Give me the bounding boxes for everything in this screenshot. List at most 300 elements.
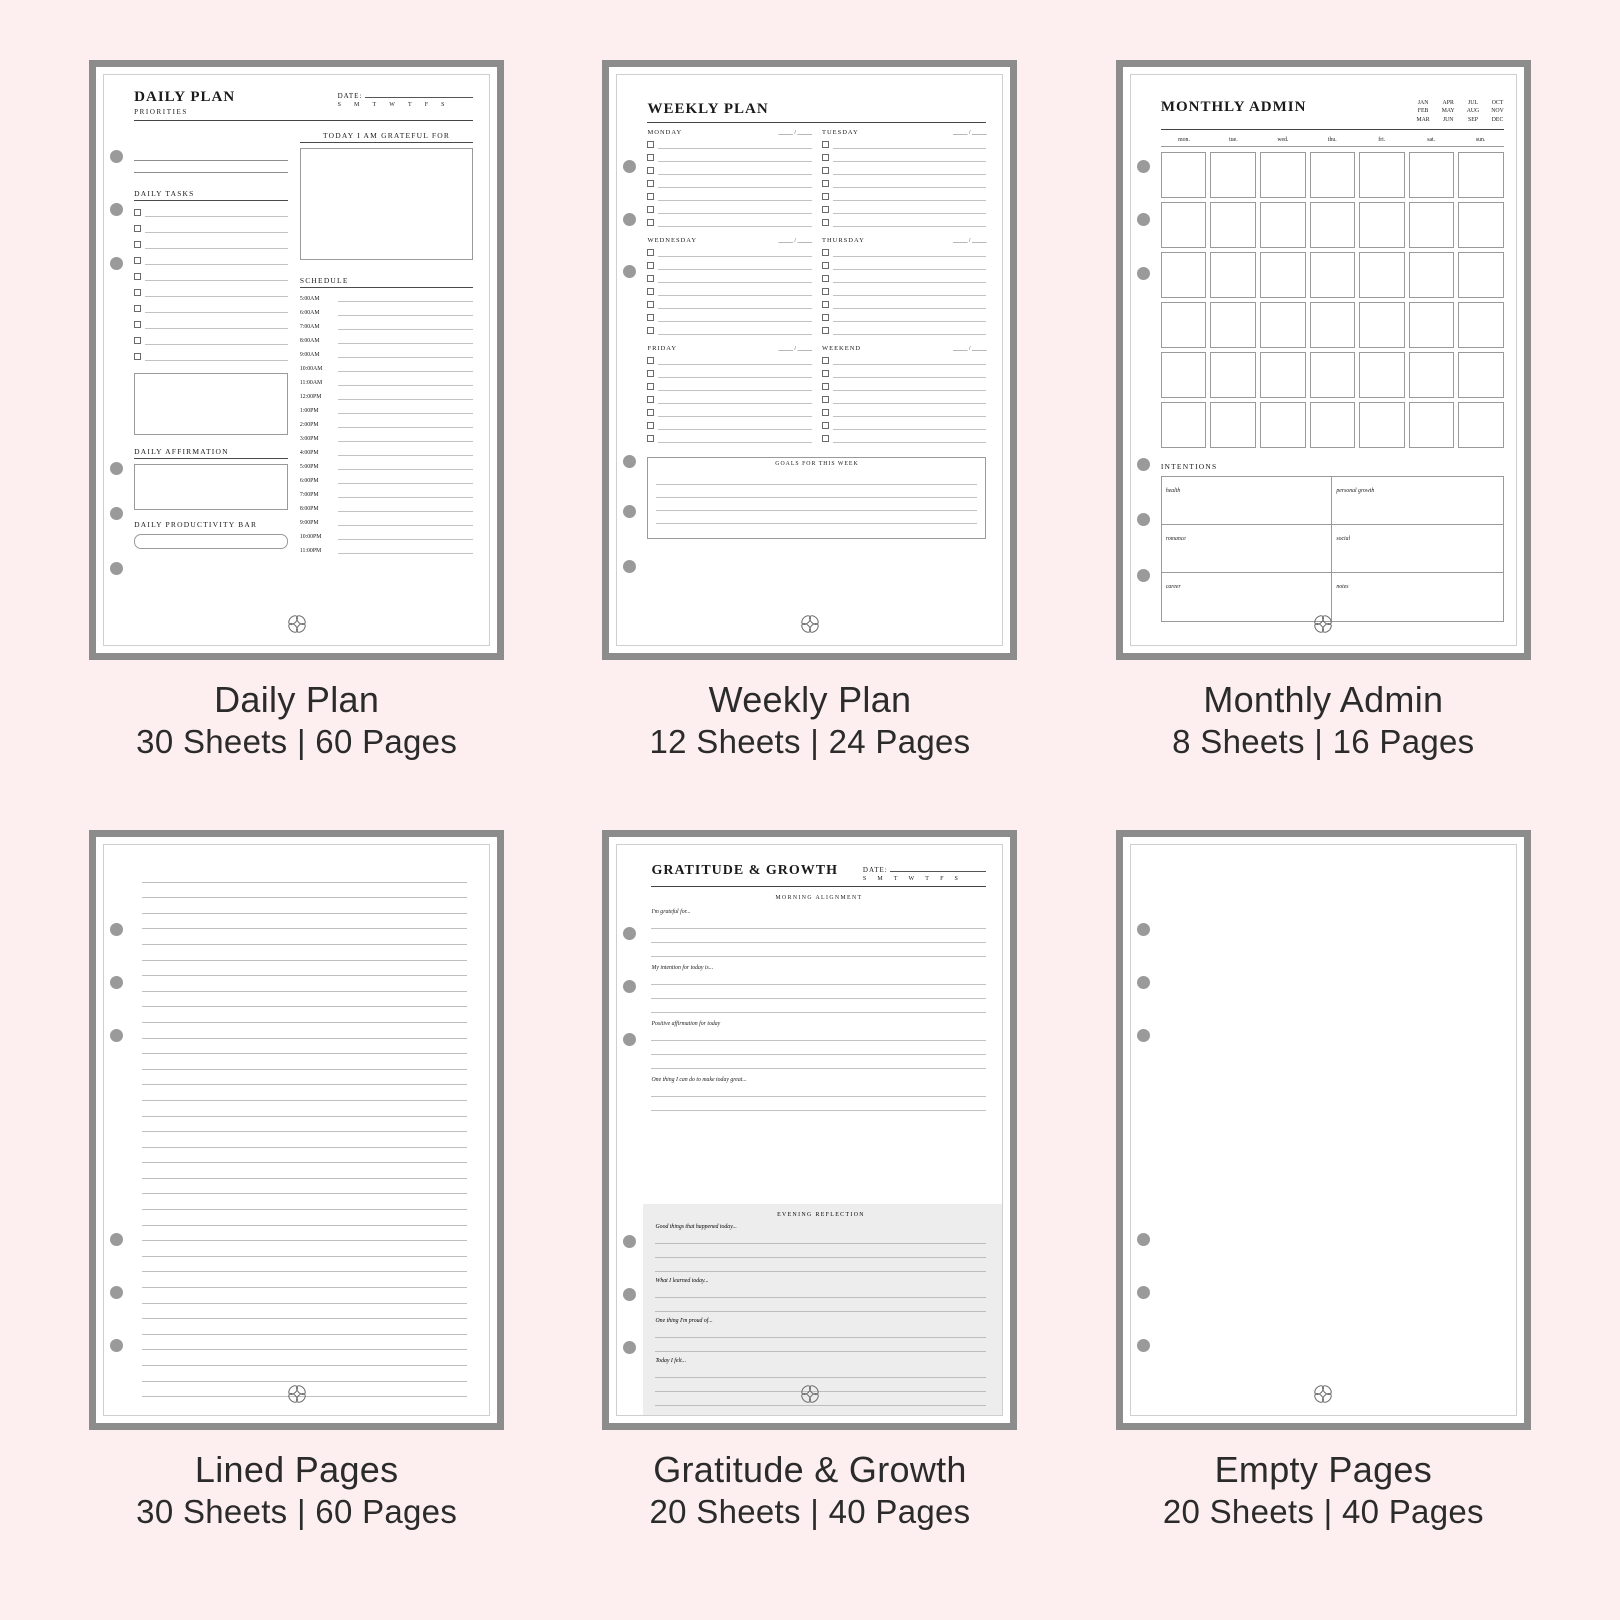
schedule-line[interactable] — [338, 529, 473, 540]
lined-row[interactable] — [142, 1257, 467, 1273]
task-line[interactable] — [658, 421, 812, 430]
weekday[interactable]: M — [354, 102, 361, 108]
task-line[interactable] — [833, 313, 987, 322]
write-line[interactable] — [655, 1298, 986, 1312]
checkbox[interactable] — [134, 273, 141, 280]
calendar-day-cell[interactable] — [1260, 352, 1306, 398]
schedule-line[interactable] — [338, 515, 473, 526]
month-option[interactable]: FEB — [1417, 108, 1429, 115]
write-line[interactable] — [651, 1055, 986, 1069]
evening-reflection-panel[interactable] — [643, 1204, 1002, 1415]
calendar-day-cell[interactable] — [1458, 252, 1504, 298]
morning-prompt-block[interactable] — [651, 965, 986, 1013]
month-option[interactable]: DEC — [1491, 116, 1504, 123]
checkbox[interactable] — [647, 180, 654, 187]
evening-prompt-block[interactable] — [655, 1318, 986, 1352]
intention-cell-notes[interactable] — [1332, 573, 1503, 621]
checkbox[interactable] — [647, 193, 654, 200]
task-line[interactable] — [833, 179, 987, 188]
date-input-line[interactable] — [890, 863, 986, 872]
write-line[interactable] — [651, 915, 986, 929]
lined-row[interactable] — [142, 976, 467, 992]
calendar-day-cell[interactable] — [1310, 402, 1356, 448]
checkbox[interactable] — [822, 383, 829, 390]
sheet-preview-daily-plan[interactable] — [89, 60, 504, 660]
checkbox[interactable] — [647, 206, 654, 213]
task-line[interactable] — [658, 205, 812, 214]
morning-prompt-block[interactable] — [651, 909, 986, 957]
morning-prompt-block[interactable] — [651, 1021, 986, 1069]
lined-row[interactable] — [142, 1194, 467, 1210]
checkbox[interactable] — [822, 327, 829, 334]
sheet-preview-weekly-plan[interactable] — [602, 60, 1017, 660]
weekday[interactable]: W — [908, 876, 916, 882]
checkbox[interactable] — [134, 257, 141, 264]
task-line[interactable] — [833, 300, 987, 309]
lined-row[interactable] — [142, 914, 467, 930]
write-line[interactable] — [651, 1027, 986, 1041]
calendar-day-cell[interactable] — [1161, 252, 1207, 298]
checkbox[interactable] — [822, 357, 829, 364]
lined-row[interactable] — [142, 1304, 467, 1320]
checkbox[interactable] — [134, 305, 141, 312]
calendar-day-cell[interactable] — [1458, 152, 1504, 198]
weekday[interactable]: S — [954, 876, 959, 882]
lined-row[interactable] — [142, 929, 467, 945]
task-line[interactable] — [658, 153, 812, 162]
month-group[interactable] — [1442, 99, 1455, 124]
calendar-day-cell[interactable] — [1210, 302, 1256, 348]
calendar-day-cell[interactable] — [1458, 202, 1504, 248]
sheet-preview-empty-pages[interactable] — [1116, 830, 1531, 1430]
month-group[interactable] — [1491, 99, 1504, 124]
checkbox[interactable] — [822, 262, 829, 269]
checkbox[interactable] — [647, 262, 654, 269]
checkbox[interactable] — [647, 249, 654, 256]
checkbox[interactable] — [647, 275, 654, 282]
evening-prompt-block[interactable] — [655, 1278, 986, 1312]
lined-row[interactable] — [142, 1117, 467, 1133]
calendar-day-cell[interactable] — [1359, 302, 1405, 348]
lined-row[interactable] — [142, 898, 467, 914]
calendar-day-cell[interactable] — [1310, 252, 1356, 298]
checkbox[interactable] — [647, 383, 654, 390]
task-line[interactable] — [145, 351, 288, 361]
checkbox[interactable] — [822, 370, 829, 377]
blank-writing-area[interactable] — [1131, 845, 1516, 1415]
calendar-day-cell[interactable] — [1161, 352, 1207, 398]
checkbox[interactable] — [647, 288, 654, 295]
calendar-day-cell[interactable] — [1210, 152, 1256, 198]
schedule-line[interactable] — [338, 389, 473, 400]
weekday[interactable]: T — [925, 876, 930, 882]
task-line[interactable] — [658, 300, 812, 309]
write-line[interactable] — [651, 943, 986, 957]
goal-line[interactable] — [656, 472, 977, 485]
date-field[interactable] — [863, 863, 987, 882]
checkbox[interactable] — [134, 209, 141, 216]
sheet-preview-gratitude-growth[interactable] — [602, 830, 1017, 1430]
write-line[interactable] — [651, 1083, 986, 1097]
write-line[interactable] — [651, 999, 986, 1013]
task-line[interactable] — [833, 140, 987, 149]
intentions-grid[interactable] — [1161, 476, 1504, 622]
task-line[interactable] — [833, 287, 987, 296]
checkbox[interactable] — [822, 219, 829, 226]
daily-tasks-list[interactable] — [134, 207, 288, 361]
lined-row[interactable] — [142, 1007, 467, 1023]
task-line[interactable] — [658, 218, 812, 227]
task-line[interactable] — [145, 207, 288, 217]
month-selector[interactable] — [1416, 99, 1503, 124]
schedule-line[interactable] — [338, 445, 473, 456]
month-option[interactable]: MAY — [1441, 108, 1455, 115]
product-card-gratitude-growth[interactable] — [553, 830, 1066, 1600]
lined-row[interactable] — [142, 1226, 467, 1242]
priority-line[interactable] — [134, 161, 288, 173]
write-line[interactable] — [651, 1097, 986, 1111]
lined-row[interactable] — [142, 883, 467, 899]
schedule-line[interactable] — [338, 487, 473, 498]
goal-line[interactable] — [656, 511, 977, 524]
calendar-day-cell[interactable] — [1161, 402, 1207, 448]
checkbox[interactable] — [822, 249, 829, 256]
task-line[interactable] — [833, 153, 987, 162]
checkbox[interactable] — [647, 301, 654, 308]
month-option[interactable]: AUG — [1466, 108, 1480, 115]
month-option[interactable]: SEP — [1467, 116, 1478, 123]
calendar-day-cell[interactable] — [1409, 252, 1455, 298]
intention-cell-personal-growth[interactable] — [1332, 477, 1503, 525]
task-line[interactable] — [833, 166, 987, 175]
product-card-lined-pages[interactable] — [40, 830, 553, 1600]
calendar-day-cell[interactable] — [1260, 202, 1306, 248]
checkbox[interactable] — [822, 314, 829, 321]
morning-prompt-block[interactable] — [651, 1077, 986, 1111]
task-line[interactable] — [833, 434, 987, 443]
lined-row[interactable] — [142, 1288, 467, 1304]
month-option[interactable]: JUN — [1442, 116, 1454, 123]
calendar-day-cell[interactable] — [1409, 402, 1455, 448]
checkbox[interactable] — [647, 167, 654, 174]
task-line[interactable] — [658, 395, 812, 404]
checkbox[interactable] — [647, 219, 654, 226]
checkbox[interactable] — [647, 435, 654, 442]
task-line[interactable] — [145, 223, 288, 233]
intention-cell-social[interactable] — [1332, 525, 1503, 573]
lined-row[interactable] — [142, 1070, 467, 1086]
calendar-day-cell[interactable] — [1409, 352, 1455, 398]
write-line[interactable] — [651, 971, 986, 985]
goal-line[interactable] — [656, 485, 977, 498]
calendar-day-cell[interactable] — [1310, 202, 1356, 248]
weekday[interactable]: T — [372, 102, 378, 108]
checkbox[interactable] — [134, 225, 141, 232]
checkbox[interactable] — [822, 193, 829, 200]
day-date[interactable]: _____ / _____ — [952, 238, 987, 244]
checkbox[interactable] — [822, 180, 829, 187]
write-line[interactable] — [655, 1364, 986, 1378]
checkbox[interactable] — [822, 167, 829, 174]
task-line[interactable] — [833, 369, 987, 378]
lined-row[interactable] — [142, 1132, 467, 1148]
calendar-day-cell[interactable] — [1210, 202, 1256, 248]
lined-row[interactable] — [142, 1272, 467, 1288]
checkbox[interactable] — [134, 321, 141, 328]
weekly-goals-box[interactable] — [647, 457, 986, 539]
task-line[interactable] — [145, 319, 288, 329]
lined-row[interactable] — [142, 1039, 467, 1055]
schedule-line[interactable] — [338, 431, 473, 442]
task-line[interactable] — [833, 326, 987, 335]
gratitude-box[interactable] — [300, 148, 473, 260]
checkbox[interactable] — [134, 337, 141, 344]
month-option[interactable]: APR — [1442, 100, 1454, 106]
checkbox[interactable] — [822, 435, 829, 442]
calendar-day-cell[interactable] — [1260, 152, 1306, 198]
weekday[interactable]: T — [893, 876, 899, 882]
checkbox[interactable] — [647, 141, 654, 148]
calendar-day-cell[interactable] — [1161, 302, 1207, 348]
weekday[interactable]: F — [940, 876, 945, 882]
sheet-preview-lined-pages[interactable] — [89, 830, 504, 1430]
checkbox[interactable] — [647, 327, 654, 334]
product-card-weekly-plan[interactable] — [553, 60, 1066, 830]
calendar-day-cell[interactable] — [1409, 302, 1455, 348]
checkbox[interactable] — [822, 409, 829, 416]
task-line[interactable] — [658, 434, 812, 443]
lined-row[interactable] — [142, 1335, 467, 1351]
lined-area[interactable] — [104, 845, 489, 1415]
goal-line[interactable] — [656, 498, 977, 511]
checkbox[interactable] — [134, 353, 141, 360]
day-date[interactable]: _____ / _____ — [952, 130, 987, 136]
task-line[interactable] — [658, 356, 812, 365]
lined-row[interactable] — [142, 1366, 467, 1382]
month-group[interactable] — [1416, 99, 1429, 124]
intention-cell-career[interactable] — [1162, 573, 1333, 621]
checkbox[interactable] — [822, 275, 829, 282]
checkbox[interactable] — [647, 357, 654, 364]
task-line[interactable] — [658, 192, 812, 201]
checkbox[interactable] — [647, 422, 654, 429]
day-date[interactable]: _____ / _____ — [952, 346, 987, 352]
task-line[interactable] — [658, 408, 812, 417]
calendar-day-cell[interactable] — [1409, 152, 1455, 198]
month-group[interactable] — [1467, 99, 1480, 124]
calendar-day-cell[interactable] — [1260, 252, 1306, 298]
task-line[interactable] — [833, 274, 987, 283]
calendar-day-cell[interactable] — [1310, 352, 1356, 398]
checkbox[interactable] — [822, 206, 829, 213]
notes-box[interactable] — [134, 373, 288, 435]
calendar-day-cell[interactable] — [1210, 402, 1256, 448]
task-line[interactable] — [833, 248, 987, 257]
checkbox[interactable] — [822, 288, 829, 295]
checkbox[interactable] — [822, 422, 829, 429]
checkbox[interactable] — [134, 241, 141, 248]
checkbox[interactable] — [647, 154, 654, 161]
task-line[interactable] — [658, 261, 812, 270]
lined-row[interactable] — [142, 1054, 467, 1070]
task-line[interactable] — [833, 408, 987, 417]
calendar-day-cell[interactable] — [1458, 352, 1504, 398]
task-line[interactable] — [833, 205, 987, 214]
month-option[interactable]: JUL — [1467, 100, 1478, 106]
checkbox[interactable] — [647, 370, 654, 377]
priority-line[interactable] — [134, 149, 288, 161]
calendar-day-cell[interactable] — [1359, 152, 1405, 198]
month-option[interactable]: OCT — [1491, 100, 1504, 106]
checkbox[interactable] — [647, 314, 654, 321]
day-date[interactable]: _____ / _____ — [778, 130, 812, 136]
product-card-empty-pages[interactable] — [1067, 830, 1580, 1600]
calendar-day-cell[interactable] — [1359, 202, 1405, 248]
task-line[interactable] — [658, 140, 812, 149]
weekday[interactable]: F — [424, 102, 430, 108]
product-card-monthly-admin[interactable] — [1067, 60, 1580, 830]
day-date[interactable]: _____ / _____ — [778, 346, 812, 352]
day-date[interactable]: _____ / _____ — [778, 238, 812, 244]
calendar-day-cell[interactable] — [1260, 402, 1306, 448]
task-line[interactable] — [658, 274, 812, 283]
task-line[interactable] — [145, 271, 288, 281]
lined-row[interactable] — [142, 945, 467, 961]
task-line[interactable] — [833, 395, 987, 404]
calendar-day-cell[interactable] — [1161, 202, 1207, 248]
month-option[interactable]: JAN — [1417, 100, 1429, 106]
lined-row[interactable] — [142, 1101, 467, 1117]
task-line[interactable] — [833, 218, 987, 227]
task-line[interactable] — [833, 356, 987, 365]
calendar-day-cell[interactable] — [1260, 302, 1306, 348]
write-line[interactable] — [655, 1244, 986, 1258]
date-field[interactable] — [338, 89, 474, 108]
month-option[interactable]: NOV — [1491, 108, 1504, 115]
task-line[interactable] — [833, 421, 987, 430]
task-line[interactable] — [145, 239, 288, 249]
lined-row[interactable] — [142, 1179, 467, 1195]
lined-row[interactable] — [142, 1085, 467, 1101]
schedule-line[interactable] — [338, 319, 473, 330]
lined-row[interactable] — [142, 1350, 467, 1366]
date-input-line[interactable] — [365, 89, 473, 98]
task-line[interactable] — [833, 382, 987, 391]
schedule-list[interactable] — [300, 291, 473, 554]
calendar-day-cell[interactable] — [1359, 352, 1405, 398]
checkbox[interactable] — [822, 141, 829, 148]
weekday[interactable]: S — [337, 102, 342, 108]
productivity-bar[interactable] — [134, 534, 288, 549]
schedule-line[interactable] — [338, 291, 473, 302]
calendar-day-cell[interactable] — [1210, 252, 1256, 298]
calendar-day-cell[interactable] — [1458, 302, 1504, 348]
calendar-day-cell[interactable] — [1310, 152, 1356, 198]
write-line[interactable] — [655, 1338, 986, 1352]
checkbox[interactable] — [822, 301, 829, 308]
calendar-day-cell[interactable] — [1458, 402, 1504, 448]
lined-row[interactable] — [142, 1163, 467, 1179]
lined-row[interactable] — [142, 1319, 467, 1335]
daily-affirmation-box[interactable] — [134, 464, 288, 510]
write-line[interactable] — [651, 929, 986, 943]
task-line[interactable] — [658, 287, 812, 296]
lined-row[interactable] — [142, 1023, 467, 1039]
write-line[interactable] — [655, 1284, 986, 1298]
task-line[interactable] — [833, 261, 987, 270]
task-line[interactable] — [145, 255, 288, 265]
checkbox[interactable] — [822, 154, 829, 161]
schedule-line[interactable] — [338, 403, 473, 414]
weekday[interactable]: S — [441, 102, 446, 108]
calendar-day-cell[interactable] — [1310, 302, 1356, 348]
schedule-line[interactable] — [338, 361, 473, 372]
write-line[interactable] — [655, 1258, 986, 1272]
write-line[interactable] — [651, 1041, 986, 1055]
task-line[interactable] — [833, 192, 987, 201]
schedule-line[interactable] — [338, 347, 473, 358]
lined-row[interactable] — [142, 867, 467, 883]
weekday-selector[interactable] — [863, 876, 959, 882]
task-line[interactable] — [145, 287, 288, 297]
schedule-line[interactable] — [338, 459, 473, 470]
lined-row[interactable] — [142, 1148, 467, 1164]
calendar-day-cell[interactable] — [1161, 152, 1207, 198]
calendar-day-cell[interactable] — [1359, 402, 1405, 448]
schedule-line[interactable] — [338, 305, 473, 316]
task-line[interactable] — [658, 248, 812, 257]
lined-row[interactable] — [142, 1210, 467, 1226]
intention-cell-health[interactable] — [1162, 477, 1333, 525]
task-line[interactable] — [145, 335, 288, 345]
task-line[interactable] — [658, 326, 812, 335]
task-line[interactable] — [658, 166, 812, 175]
write-line[interactable] — [655, 1324, 986, 1338]
calendar-day-cell[interactable] — [1210, 352, 1256, 398]
task-line[interactable] — [145, 303, 288, 313]
lined-row[interactable] — [142, 992, 467, 1008]
schedule-line[interactable] — [338, 333, 473, 344]
product-card-daily-plan[interactable] — [40, 60, 553, 830]
weekday[interactable]: W — [389, 102, 396, 108]
weekday[interactable]: M — [877, 876, 884, 882]
lined-row[interactable] — [142, 1241, 467, 1257]
checkbox[interactable] — [822, 396, 829, 403]
schedule-line[interactable] — [338, 375, 473, 386]
task-line[interactable] — [658, 313, 812, 322]
schedule-line[interactable] — [338, 473, 473, 484]
month-option[interactable]: MAR — [1416, 116, 1430, 123]
calendar-grid[interactable] — [1161, 152, 1504, 448]
schedule-line[interactable] — [338, 501, 473, 512]
evening-prompt-block[interactable] — [655, 1224, 986, 1272]
sheet-preview-monthly-admin[interactable] — [1116, 60, 1531, 660]
weekday[interactable]: S — [862, 876, 868, 882]
task-line[interactable] — [658, 382, 812, 391]
task-line[interactable] — [658, 369, 812, 378]
weekday[interactable]: T — [407, 102, 413, 108]
weekday-selector[interactable] — [338, 102, 446, 108]
lined-row[interactable] — [142, 961, 467, 977]
checkbox[interactable] — [647, 409, 654, 416]
calendar-day-cell[interactable] — [1409, 202, 1455, 248]
schedule-line[interactable] — [338, 543, 473, 554]
checkbox[interactable] — [134, 289, 141, 296]
write-line[interactable] — [651, 985, 986, 999]
task-line[interactable] — [658, 179, 812, 188]
write-line[interactable] — [655, 1230, 986, 1244]
checkbox[interactable] — [647, 396, 654, 403]
